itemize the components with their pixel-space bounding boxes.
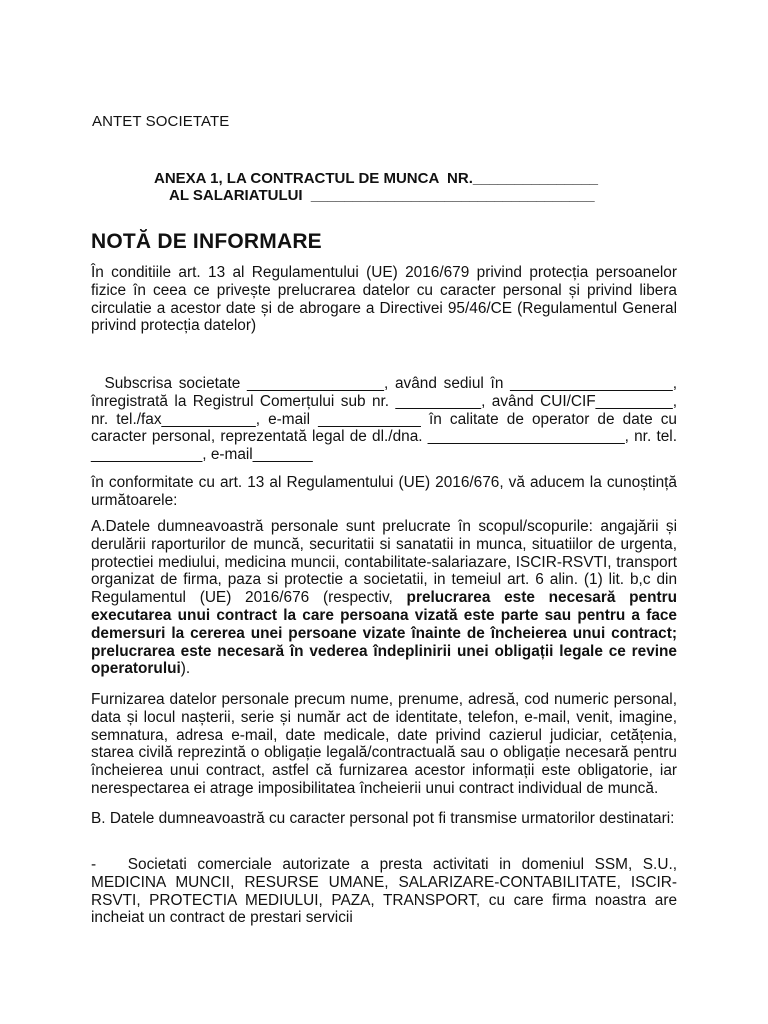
section-a-end: ). xyxy=(180,660,191,678)
section-a-paragraph xyxy=(91,518,677,678)
data-provision-paragraph: Furnizarea datelor personale precum nume, prenume, adresă, cod numeric personal, data și locul nașterii, serie și număr act de identitate, telefon, e-mail, venit, imagine, semnatura, adresa e-mail, date medicale, date privind cazierul judiciar, cetățenia, starea civilă reprezintă o obligație legală/contractuală sau o obligație necesară pentru încheierea unui contract, astfel că furnizarea acestor informații este obligatorie, iar nerespectarea ei atrage imposibilitatea încheierii unui contract individual de muncă. xyxy=(91,691,677,797)
section-a-legal-basis: prelucrarea este necesară pentru executarea unui contract la care persoana vizată este parte sau pentru a face demersuri la cererea unei persoane vizate înainte de încheierea unui contract; prelucrarea este necesară în vederea îndeplinirii unei obligații legale ce revine operatorului xyxy=(91,589,677,678)
company-letterhead: ANTET SOCIETATE xyxy=(92,113,230,130)
section-b-paragraph: B. Datele dumneavoastră cu caracter personal pot fi transmise urmatorilor destinatari: xyxy=(91,810,675,827)
company-details-paragraph: Subscrisa societate ________________, având sediul în ___________________, înregistrată la Registrul Comerțului sub nr. __________, având CUI/CIF_________, nr. tel./fax___________, e-mail ____________ în calitate de operator de date cu caracter personal, reprezentată legal de dl./dna. _______________________, nr. tel. _____________, e-mail_______ xyxy=(91,375,682,464)
section-a-text: A.Datele dumneavoastră personale sunt prelucrate în scopul/scopurile: angajării și derulării raporturilor de muncă, securitatii si sanatatii in munca, situatiilor de urgenta, protectiei mediului, medicina muncii, contabilitate-salariazare, ISCIR-RSVTI, transport organizat de firma, paza si protectie a societatii, in temeiul art. 6 alin. (1) lit. b,c din Regulamentul (UE) 2016/676 (respectiv, xyxy=(91,518,677,607)
annex-employee-line: AL SALARIATULUI __________________________________ xyxy=(169,187,595,204)
conformity-paragraph: în conformitate cu art. 13 al Regulamentului (UE) 2016/676, vă aducem la cunoștință următoarele: xyxy=(91,474,677,509)
recipients-list-item: - Societati comerciale autorizate a presta activitati in domeniul SSM, S.U., MEDICINA MUNCII, RESURSE UMANE, SALARIZARE-CONTABILITATE, ISCIR-RSVTI, PROTECTIA MEDIULUI, PAZA, TRANSPORT, cu care firma noastra are incheiat un contract de prestari servicii xyxy=(91,856,682,927)
annex-title-line: ANEXA 1, LA CONTRACTUL DE MUNCA NR._______________ xyxy=(154,170,599,187)
intro-paragraph: În conditiile art. 13 al Regulamentului (UE) 2016/679 privind protecția persoanelor fizice în ceea ce privește prelucrarea datelor cu caracter personal și privind libera circulatie a acestor date și de abrogare a Directivei 95/46/CE (Regulamentul General privind protecția datelor) xyxy=(91,264,677,335)
document-title: NOTĂ DE INFORMARE xyxy=(91,230,322,253)
